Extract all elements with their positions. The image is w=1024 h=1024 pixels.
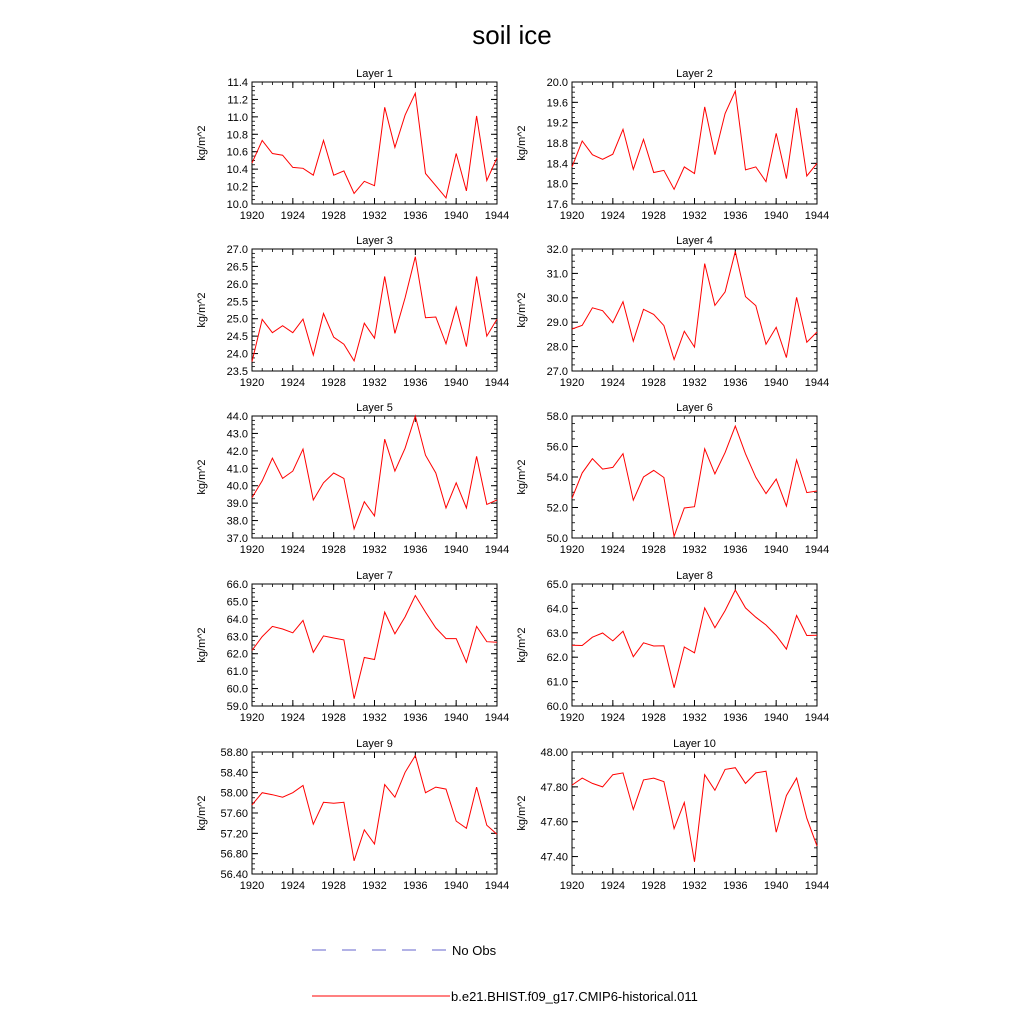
x-tick-label: 1944 (484, 880, 510, 892)
y-tick-label: 59.0 (226, 701, 248, 713)
series-line-model (252, 416, 497, 529)
y-tick-label: 58.40 (220, 767, 248, 780)
y-axis-label: kg/m^2 (516, 795, 528, 831)
y-tick-label: 19.2 (546, 117, 568, 130)
legend (312, 943, 698, 1004)
x-tick-label: 1936 (723, 880, 748, 892)
y-axis-label: kg/m^2 (516, 627, 528, 663)
y-tick-label: 25.0 (226, 313, 248, 326)
y-tick-label: 39.0 (226, 498, 248, 511)
y-tick-label: 29.0 (546, 317, 568, 330)
y-tick-label: 61.0 (226, 666, 248, 679)
x-tick-label: 1920 (559, 210, 585, 222)
x-tick-label: 1932 (682, 544, 707, 556)
plot-frame (572, 82, 817, 204)
y-tick-label: 63.0 (546, 627, 568, 640)
y-tick-label: 10.0 (226, 199, 248, 211)
y-tick-label: 25.5 (226, 296, 248, 309)
x-tick-label: 1924 (280, 880, 306, 892)
x-tick-label: 1944 (804, 544, 830, 556)
x-tick-label: 1936 (723, 712, 748, 724)
y-tick-label: 26.5 (226, 261, 248, 274)
y-tick-label: 11.0 (227, 111, 248, 124)
y-tick-label: 57.20 (220, 828, 248, 841)
x-tick-label: 1936 (723, 210, 748, 222)
y-axis-label: kg/m^2 (196, 125, 208, 161)
x-tick-label: 1944 (804, 712, 830, 724)
x-tick-label: 1940 (443, 712, 469, 724)
x-tick-label: 1928 (321, 544, 346, 556)
panel-title: Layer 5 (356, 402, 393, 414)
figure-title: soil ice (472, 20, 552, 50)
y-tick-label: 11.4 (227, 77, 248, 89)
x-tick-label: 1940 (443, 880, 469, 892)
panel-layer-5 (196, 402, 509, 556)
x-tick-label: 1936 (403, 210, 428, 222)
x-tick-label: 1924 (280, 377, 306, 389)
x-tick-label: 1936 (723, 377, 748, 389)
y-tick-label: 31.0 (546, 268, 568, 281)
x-tick-label: 1940 (763, 880, 789, 892)
y-tick-label: 18.0 (546, 178, 568, 191)
x-tick-label: 1928 (321, 880, 346, 892)
y-tick-label: 19.6 (546, 97, 568, 110)
panel-layer-1 (196, 68, 509, 222)
y-tick-label: 64.0 (226, 613, 248, 626)
x-tick-label: 1928 (641, 210, 666, 222)
y-tick-label: 65.0 (546, 579, 568, 591)
x-tick-label: 1932 (362, 880, 387, 892)
y-tick-label: 10.4 (226, 164, 248, 177)
x-tick-label: 1936 (403, 880, 428, 892)
x-tick-label: 1920 (559, 544, 585, 556)
series-line-model (572, 426, 817, 536)
x-tick-label: 1932 (682, 880, 707, 892)
y-tick-label: 20.0 (546, 77, 568, 89)
x-tick-label: 1944 (804, 210, 830, 222)
y-tick-label: 24.0 (226, 348, 248, 361)
panel-layer-4 (516, 235, 829, 389)
panel-title: Layer 10 (673, 738, 716, 750)
x-tick-label: 1924 (600, 377, 626, 389)
y-tick-label: 11.2 (227, 94, 248, 107)
x-tick-label: 1936 (723, 544, 748, 556)
series-line-model (252, 257, 497, 362)
series-line-model (252, 596, 497, 699)
series-line-model (252, 756, 497, 861)
x-tick-label: 1932 (682, 377, 707, 389)
x-tick-label: 1920 (239, 544, 265, 556)
x-tick-label: 1928 (321, 210, 346, 222)
y-tick-label: 54.0 (546, 472, 568, 484)
y-tick-label: 37.0 (226, 533, 248, 545)
x-tick-label: 1932 (682, 712, 707, 724)
x-tick-label: 1928 (641, 544, 666, 556)
panel-title: Layer 8 (676, 570, 713, 582)
y-tick-label: 41.0 (226, 463, 248, 476)
x-tick-label: 1924 (600, 880, 626, 892)
x-tick-label: 1924 (600, 712, 626, 724)
x-tick-label: 1928 (321, 377, 346, 389)
plot-frame (572, 752, 817, 874)
x-tick-label: 1928 (641, 880, 666, 892)
plot-frame (252, 584, 497, 706)
x-tick-label: 1940 (763, 210, 789, 222)
y-axis-label: kg/m^2 (516, 125, 528, 161)
y-tick-label: 40.0 (226, 480, 248, 493)
y-tick-label: 43.0 (226, 428, 248, 441)
y-axis-label: kg/m^2 (196, 292, 208, 328)
y-tick-label: 58.00 (220, 787, 248, 800)
x-tick-label: 1932 (362, 712, 387, 724)
y-tick-label: 32.0 (546, 244, 568, 256)
y-tick-label: 47.60 (540, 816, 568, 829)
y-tick-label: 17.6 (546, 199, 568, 211)
y-tick-label: 42.0 (226, 445, 248, 458)
y-tick-label: 57.60 (220, 808, 248, 820)
y-axis-label: kg/m^2 (196, 627, 208, 663)
y-tick-label: 63.0 (226, 631, 248, 644)
plot-frame (252, 249, 497, 371)
series-line-model (572, 590, 817, 688)
plot-frame (572, 249, 817, 371)
y-tick-label: 18.8 (546, 138, 568, 150)
panel-layer-6 (516, 402, 829, 556)
y-tick-label: 30.0 (546, 292, 568, 305)
y-tick-label: 56.0 (546, 441, 568, 454)
y-tick-label: 27.0 (226, 244, 248, 256)
x-tick-label: 1928 (321, 712, 346, 724)
y-axis-label: kg/m^2 (516, 292, 528, 328)
y-tick-label: 62.0 (226, 648, 248, 661)
y-tick-label: 65.0 (226, 596, 248, 609)
x-tick-label: 1944 (484, 210, 510, 222)
panel-title: Layer 9 (356, 738, 393, 750)
y-tick-label: 26.0 (226, 278, 248, 291)
x-tick-label: 1944 (804, 377, 830, 389)
panel-layer-10 (516, 738, 829, 892)
x-tick-label: 1928 (641, 377, 666, 389)
y-tick-label: 66.0 (226, 579, 248, 591)
x-tick-label: 1924 (280, 210, 306, 222)
panel-title: Layer 1 (356, 68, 393, 80)
x-tick-label: 1924 (280, 544, 306, 556)
panel-title: Layer 6 (676, 402, 713, 414)
panel-layer-7 (196, 570, 509, 724)
panel-title: Layer 3 (356, 235, 393, 247)
x-tick-label: 1940 (763, 712, 789, 724)
x-tick-label: 1920 (239, 210, 265, 222)
y-tick-label: 48.00 (540, 747, 568, 759)
y-tick-label: 38.0 (226, 515, 248, 528)
y-tick-label: 61.0 (546, 676, 568, 689)
series-line-model (252, 93, 497, 198)
legend-model-label: b.e21.BHIST.f09_g17.CMIP6-historical.011 (451, 989, 698, 1004)
x-tick-label: 1932 (362, 544, 387, 556)
x-tick-label: 1944 (484, 377, 510, 389)
y-tick-label: 47.80 (540, 781, 568, 794)
x-tick-label: 1936 (403, 712, 428, 724)
x-tick-label: 1924 (280, 712, 306, 724)
x-tick-label: 1932 (682, 210, 707, 222)
x-tick-label: 1928 (641, 712, 666, 724)
x-tick-label: 1920 (239, 377, 265, 389)
x-tick-label: 1924 (600, 210, 626, 222)
plot-frame (572, 584, 817, 706)
x-tick-label: 1940 (443, 544, 469, 556)
y-tick-label: 44.0 (226, 411, 248, 423)
plot-frame (252, 752, 497, 874)
x-tick-label: 1920 (239, 712, 265, 724)
plot-frame (252, 416, 497, 538)
series-line-model (572, 251, 817, 359)
y-tick-label: 18.4 (546, 158, 568, 171)
x-tick-label: 1920 (559, 880, 585, 892)
y-tick-label: 60.0 (546, 701, 568, 713)
series-line-model (572, 768, 817, 862)
x-tick-label: 1936 (403, 377, 428, 389)
y-tick-label: 64.0 (546, 603, 568, 616)
panel-title: Layer 4 (676, 235, 713, 247)
y-tick-label: 56.40 (220, 869, 248, 881)
x-tick-label: 1924 (600, 544, 626, 556)
panel-layer-8 (516, 570, 829, 724)
y-tick-label: 23.5 (226, 366, 248, 378)
x-tick-label: 1920 (559, 712, 585, 724)
y-tick-label: 10.8 (226, 129, 248, 142)
panel-layer-9 (196, 738, 509, 892)
x-tick-label: 1940 (443, 377, 469, 389)
x-tick-label: 1944 (484, 712, 510, 724)
panels-group (196, 68, 829, 892)
y-tick-label: 28.0 (546, 341, 568, 354)
panel-layer-3 (196, 235, 509, 389)
y-tick-label: 60.0 (226, 683, 248, 696)
y-tick-label: 52.0 (546, 502, 568, 515)
y-tick-label: 10.2 (226, 181, 248, 194)
x-tick-label: 1944 (484, 544, 510, 556)
y-tick-label: 50.0 (546, 533, 568, 545)
y-tick-label: 58.80 (220, 747, 248, 759)
x-tick-label: 1936 (403, 544, 428, 556)
y-tick-label: 10.6 (226, 146, 248, 159)
x-tick-label: 1944 (804, 880, 830, 892)
plot-frame (572, 416, 817, 538)
x-tick-label: 1920 (239, 880, 265, 892)
y-axis-label: kg/m^2 (196, 459, 208, 495)
panel-layer-2 (516, 68, 829, 222)
x-tick-label: 1920 (559, 377, 585, 389)
y-tick-label: 47.40 (540, 851, 568, 864)
y-tick-label: 56.80 (220, 848, 248, 861)
panel-title: Layer 7 (356, 570, 393, 582)
y-tick-label: 62.0 (546, 652, 568, 665)
y-tick-label: 24.5 (226, 331, 248, 344)
x-tick-label: 1932 (362, 377, 387, 389)
y-tick-label: 27.0 (546, 366, 568, 378)
x-tick-label: 1940 (443, 210, 469, 222)
panel-title: Layer 2 (676, 68, 713, 80)
x-tick-label: 1940 (763, 544, 789, 556)
x-tick-label: 1932 (362, 210, 387, 222)
y-axis-label: kg/m^2 (516, 459, 528, 495)
y-axis-label: kg/m^2 (196, 795, 208, 831)
x-tick-label: 1940 (763, 377, 789, 389)
y-tick-label: 58.0 (546, 411, 568, 423)
legend-obs-label: No Obs (452, 943, 497, 958)
series-line-model (572, 91, 817, 189)
